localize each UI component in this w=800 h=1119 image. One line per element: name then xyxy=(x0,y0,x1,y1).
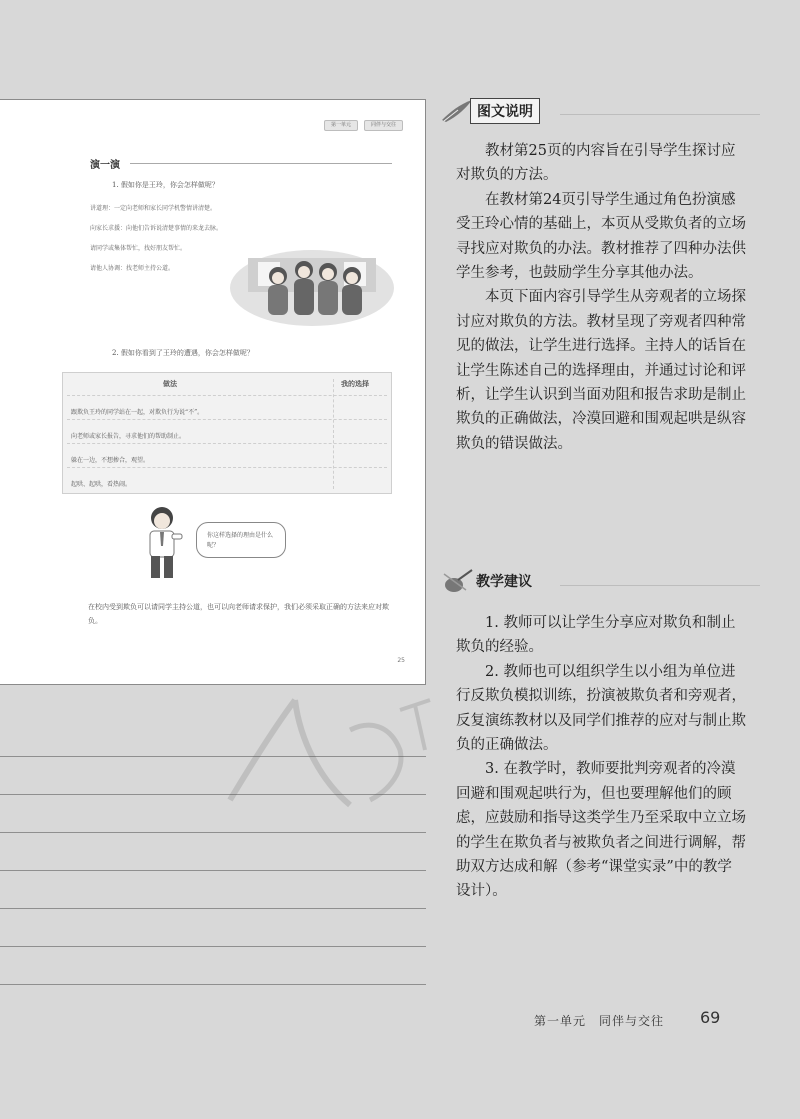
table-header-method: 做法 xyxy=(163,379,177,388)
paragraph: 教材第25页的内容旨在引导学生探讨应对欺负的方法。 xyxy=(456,143,736,184)
table-divider xyxy=(67,443,387,444)
header-tag-unit: 第一单元 xyxy=(324,120,358,131)
host-speech-bubble: 你这样选择的理由是什么呢？ xyxy=(196,522,286,558)
paragraph: 在教材第24页引导学生通过角色扮演感受王玲心情的基础上，本页从受欺负者的立场寻找应对欺负的办法。教材推荐了四种办法供学生参考，也鼓励学生分享其他办法。 xyxy=(456,191,746,282)
footer-page-number: 69 xyxy=(700,1008,721,1027)
textbook-summary: 在校内受到欺负可以请同学主持公道，也可以向老师请求保护，我们必须采取正确的方法来应对欺负。 xyxy=(88,603,389,625)
section-title: 教学建议 xyxy=(476,574,532,590)
header-tag-topic: 同伴与交往 xyxy=(364,120,403,131)
textbook-option: 请他人协调：找老师主持公道。 xyxy=(90,265,175,272)
table-row: 起哄、起哄，看热闹。 xyxy=(71,481,132,488)
choices-table xyxy=(62,372,392,494)
textbook-header-tags xyxy=(324,120,403,131)
textbook-option: 向家长求援：向他们告诉说清楚事情的来龙去脉。 xyxy=(90,225,223,232)
note-line xyxy=(0,870,426,871)
note-line xyxy=(0,946,426,947)
paragraph: 2. 教师也可以组织学生以小组为单位进行反欺负模拟训练，扮演被欺负者和旁观者，反复演练教材以及同学们推荐的应对与制止欺负的正确做法。 xyxy=(456,663,746,754)
table-row: 跟欺负王玲的同学站在一起，对欺负行为说“不”。 xyxy=(71,409,204,416)
publisher-watermark-logo xyxy=(200,690,450,820)
textbook-option: 讲道理：一定向老师和家长同学机警情讲清楚。 xyxy=(90,205,217,212)
note-line xyxy=(0,908,426,909)
teaching-suggestions-body xyxy=(456,611,746,904)
section-header-illustration-notes xyxy=(440,98,540,124)
section-header-teaching-suggestions xyxy=(440,568,538,594)
textbook-option: 请同学或集体帮忙，找好朋友帮忙。 xyxy=(90,245,187,252)
section-divider xyxy=(560,585,760,586)
students-group-illustration xyxy=(228,238,396,326)
footer-unit-label: 第一单元 同伴与交往 xyxy=(534,1014,665,1028)
textbook-section-title: 演一演 xyxy=(90,160,120,171)
note-line xyxy=(0,984,426,985)
table-row: 躲在一边，不想掺合，观望。 xyxy=(71,457,150,464)
table-header-choice: 我的选择 xyxy=(341,379,369,388)
section-title: 图文说明 xyxy=(470,98,540,124)
table-row: 向老师或家长报告，寻求他们的帮助制止。 xyxy=(71,433,186,440)
textbook-question-1: 1. 假如你是王玲，你会怎样做呢？ xyxy=(112,181,219,189)
table-divider xyxy=(67,395,387,396)
textbook-page-number: 25 xyxy=(397,657,405,664)
violin-icon xyxy=(440,568,474,594)
textbook-page-thumbnail xyxy=(0,99,426,685)
note-line xyxy=(0,832,426,833)
paragraph: 3. 在教学时，教师要批判旁观者的冷漠回避和围观起哄行为，但也要理解他们的顾虑，应鼓励和指导这类学生乃至采取中立立场的学生在欺负者与被欺负者之间进行调解，帮助双方达成和解（参考“课堂实录”中的教学设计）。 xyxy=(456,761,746,900)
host-boy-illustration xyxy=(138,504,186,582)
illustration-notes-body xyxy=(456,139,746,456)
textbook-question-2: 2. 假如你看到了王玲的遭遇，你会怎样做呢？ xyxy=(112,349,254,357)
table-divider xyxy=(67,419,387,420)
section-divider xyxy=(130,163,392,164)
section-divider xyxy=(560,114,760,115)
feather-pen-icon xyxy=(440,98,474,124)
table-divider xyxy=(67,467,387,468)
paragraph: 本页下面内容引导学生从旁观者的立场探讨应对欺负的方法。教材呈现了旁观者四种常见的做法，让学生进行选择。主持人的话旨在让学生陈述自己的选择理由，并通过讨论和评析，让学生认识到当面劝阻和报告求助是制止欺负的正确做法，冷漠回避和围观起哄是纵容欺负的错误做法。 xyxy=(456,289,746,452)
paragraph: 1. 教师可以让学生分享应对欺负和制止欺负的经验。 xyxy=(456,615,736,656)
